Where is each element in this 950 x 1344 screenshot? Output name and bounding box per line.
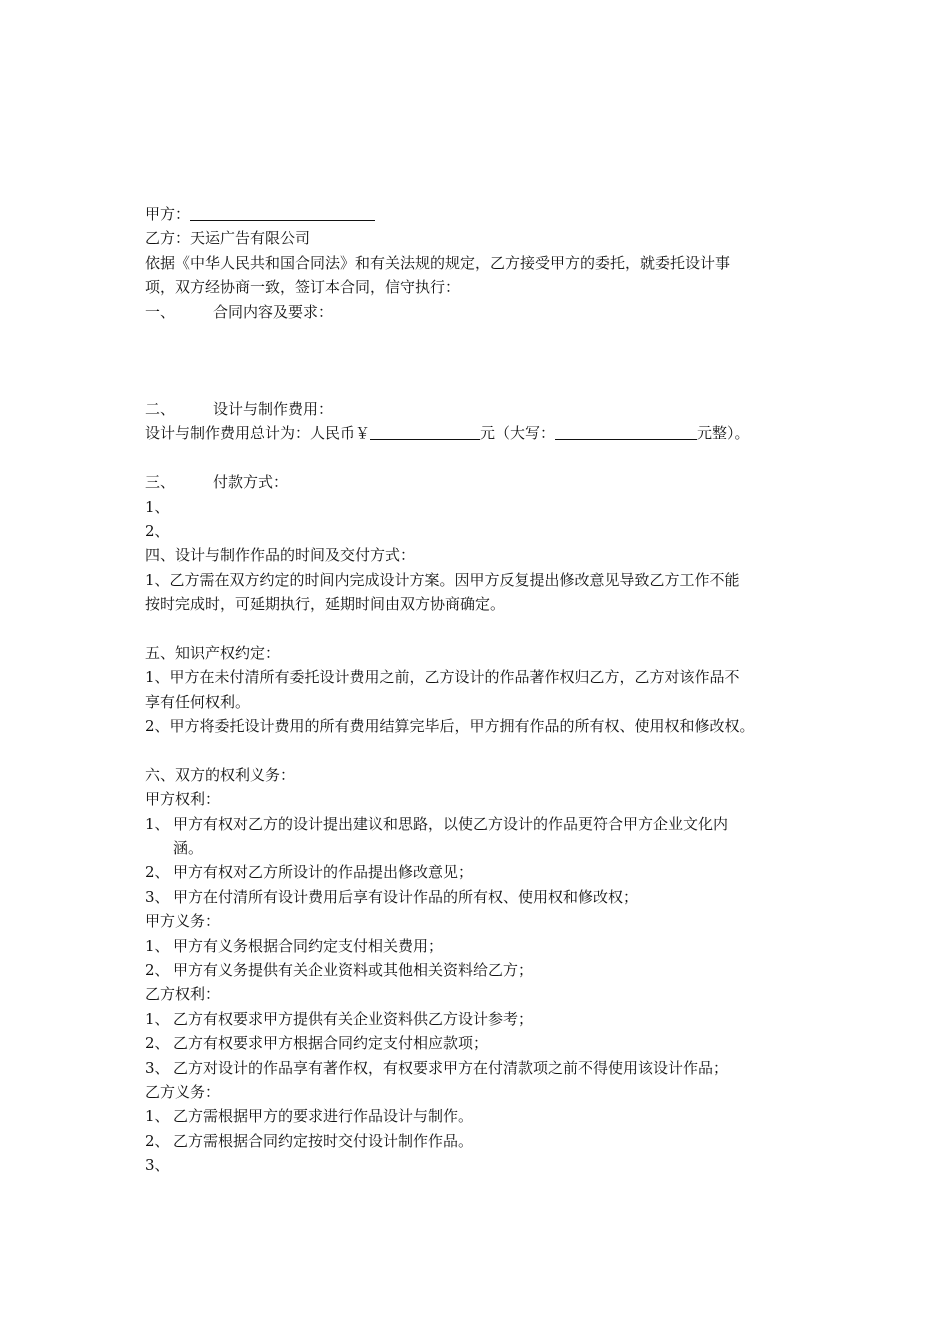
section-1-number: 一、 — [145, 302, 176, 321]
list-item — [145, 1056, 825, 1080]
party-a-blank — [190, 204, 375, 221]
list-item-number: 2、 — [145, 1131, 170, 1150]
section-4-para-line-1: 1、乙方需在双方约定的时间内完成设计方案。因甲方反复提出修改意见导致乙方工作不能 — [145, 570, 740, 589]
party-a-rights-heading: 甲方权利： — [145, 790, 221, 809]
list-item — [145, 860, 825, 884]
list-item-number: 1、 — [145, 1107, 170, 1126]
section-5-para-2: 2、甲方将委托设计费用的所有费用结算完毕后，甲方拥有作品的所有权、使用权和修改权。 — [145, 717, 755, 736]
list-item — [145, 885, 825, 909]
fee-prefix: 设计与制作费用总计为：人民币￥ — [145, 424, 371, 443]
list-item-number: 3、 — [145, 1156, 170, 1175]
list-item-number: 2、 — [145, 1034, 170, 1053]
list-item-number: 1、 — [145, 936, 170, 955]
list-item — [145, 934, 825, 958]
party-a-label: 甲方： — [145, 205, 191, 223]
section-3-number: 三、 — [145, 473, 176, 492]
list-item-number: 3、 — [145, 887, 170, 906]
list-item-text: 乙方需根据合同约定按时交付设计制作作品。 — [173, 1131, 474, 1150]
list-item-number: 1、 — [145, 814, 170, 833]
party-b-rights-heading: 乙方权利： — [145, 985, 221, 1004]
list-item-number: 2、 — [145, 960, 170, 979]
section-5-para-1-line-2: 享有任何权利。 — [145, 692, 251, 711]
list-item-text: 甲方在付清所有设计费用后享有设计作品的所有权、使用权和修改权； — [173, 887, 639, 906]
list-item — [145, 1031, 825, 1055]
list-item — [145, 958, 825, 982]
list-item — [145, 1104, 825, 1128]
section-1-title: 合同内容及要求： — [213, 302, 334, 321]
fee-amount-blank — [370, 423, 480, 440]
payment-item-2: 2、 — [145, 521, 170, 540]
list-item-text: 乙方对设计的作品享有著作权，有权要求甲方在付清款项之前不得使用该设计作品； — [173, 1058, 729, 1077]
section-5-heading: 五、知识产权约定： — [145, 643, 281, 662]
payment-item-1: 1、 — [145, 497, 170, 516]
section-4-heading: 四、设计与制作作品的时间及交付方式： — [145, 546, 416, 565]
list-item-text: 乙方需根据甲方的要求进行作品设计与制作。 — [173, 1107, 474, 1126]
section-2-number: 二、 — [145, 399, 176, 418]
list-item-text: 乙方有权要求甲方根据合同约定支付相应款项； — [173, 1034, 489, 1053]
party-b-line: 乙方：天运广告有限公司 — [145, 229, 311, 248]
section-2-title: 设计与制作费用： — [213, 399, 334, 418]
list-item-text: 甲方有义务根据合同约定支付相关费用； — [173, 936, 444, 955]
fee-words-blank — [555, 423, 697, 440]
section-6-heading: 六、双方的权利义务： — [145, 765, 296, 784]
intro-line-2: 项，双方经协商一致，签订本合同，信守执行： — [145, 278, 461, 297]
list-item-text: 甲方有权对乙方所设计的作品提出修改意见； — [173, 863, 474, 882]
section-3-title: 付款方式： — [213, 473, 289, 492]
fee-suffix: 元整）。 — [697, 424, 750, 443]
section-5-para-1-line-1: 1、甲方在未付清所有委托设计费用之前，乙方设计的作品著作权归乙方，乙方对该作品不 — [145, 668, 740, 687]
list-item-text: 乙方有权要求甲方提供有关企业资料供乙方设计参考； — [173, 1009, 534, 1028]
section-3-heading — [145, 470, 825, 494]
party-a-duties-heading: 甲方义务： — [145, 912, 221, 931]
fee-line — [145, 421, 825, 445]
list-item-number: 1、 — [145, 1009, 170, 1028]
list-item — [145, 1153, 825, 1177]
list-item-number: 2、 — [145, 863, 170, 882]
intro-line-1: 依据《中华人民共和国合同法》和有关法规的规定，乙方接受甲方的委托，就委托设计事 — [145, 253, 731, 272]
list-item-number: 3、 — [145, 1058, 170, 1077]
list-item-text: 甲方有义务提供有关企业资料或其他相关资料给乙方； — [173, 960, 534, 979]
list-item — [145, 1007, 825, 1031]
section-1-heading — [145, 300, 825, 324]
list-item — [145, 812, 825, 836]
contract-page — [145, 202, 825, 1177]
section-4-para-line-2: 按时完成时，可延期执行，延期时间由双方协商确定。 — [145, 595, 506, 614]
fee-mid: 元（大写： — [480, 424, 556, 443]
section-2-heading — [145, 397, 825, 421]
party-a-line — [145, 202, 825, 226]
list-item-continuation: 涵。 — [173, 838, 204, 857]
list-item-text: 甲方有权对乙方的设计提出建议和思路，以使乙方设计的作品更符合甲方企业文化内 — [173, 814, 729, 833]
party-b-duties-heading: 乙方义务： — [145, 1082, 221, 1101]
list-item — [145, 1129, 825, 1153]
